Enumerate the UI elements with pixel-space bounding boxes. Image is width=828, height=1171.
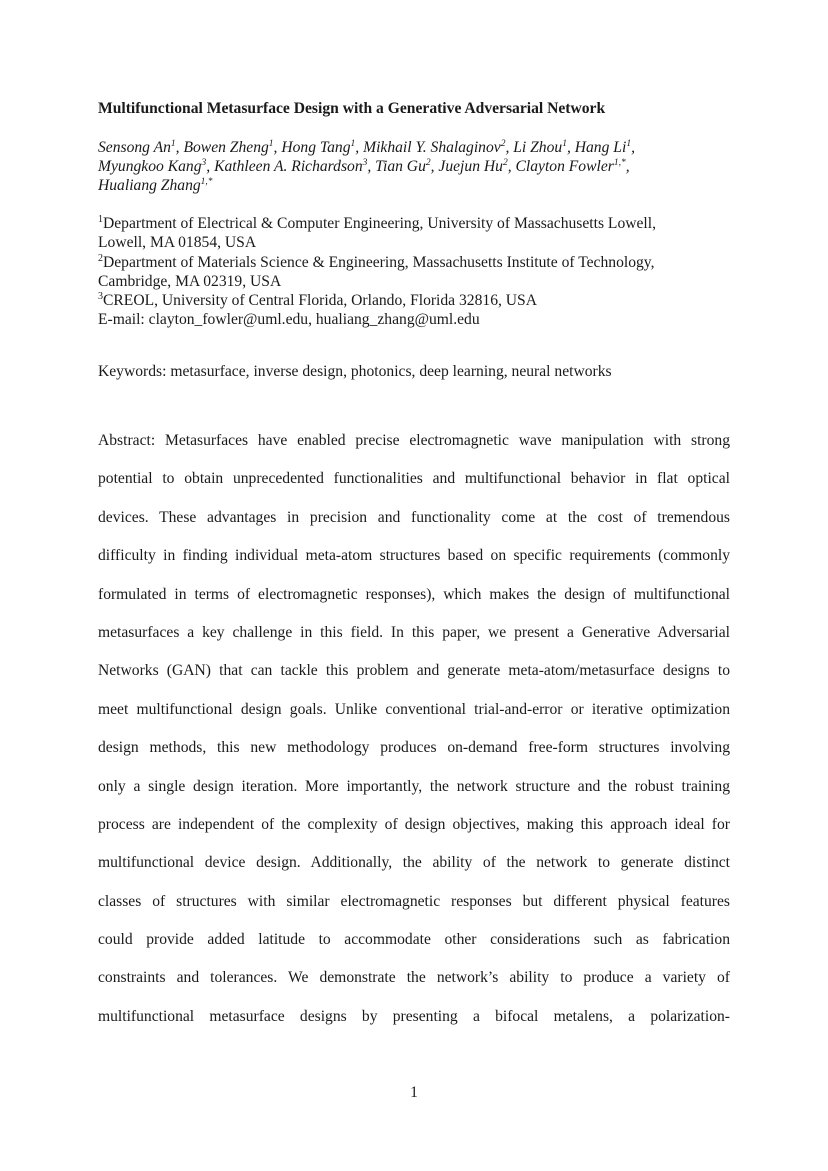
abstract-line xyxy=(98,929,730,967)
author-separator: , xyxy=(566,139,575,156)
abstract-line-text: could provide added latitude to accommodate other considerations such as fabrication xyxy=(98,931,730,949)
abstract-line xyxy=(98,468,730,506)
abstract-line-text: formulated in terms of electromagnetic responses), which makes the design of multifunctional xyxy=(98,585,730,603)
author-affiliation-marker: 2 xyxy=(425,158,431,168)
abstract-line xyxy=(98,891,730,929)
abstract-line xyxy=(98,430,730,468)
abstract-line xyxy=(98,814,730,852)
affiliation-2-marker: 2 xyxy=(98,252,103,264)
abstract-line-text: multifunctional metasurface designs by presenting a bifocal metalens, a polarization- xyxy=(98,1007,730,1025)
abstract-line-text: process are independent of the complexity of design objectives, making this approach ideal for xyxy=(98,815,730,833)
author-name: Bowen Zheng xyxy=(183,139,269,156)
author-separator: , xyxy=(631,139,635,156)
abstract-line-text: Abstract: Metasurfaces have enabled precise electromagnetic wave manipulation with strong xyxy=(98,432,730,449)
abstract-line xyxy=(98,699,730,737)
affiliation-3 xyxy=(98,291,730,310)
author-name: Sensong An xyxy=(98,139,171,156)
author-affiliation-marker: 1 xyxy=(626,139,632,149)
abstract-line-text: potential to obtain unprecedented functionalities and multifunctional behavior in flat optical xyxy=(98,470,730,488)
abstract-line xyxy=(98,660,730,698)
abstract-line-text: metasurfaces a key challenge in this field. In this paper, we present a Generative Adversarial xyxy=(98,623,730,641)
affiliation-3-marker: 3 xyxy=(98,291,103,303)
author-separator: , xyxy=(430,158,439,175)
author-separator: , xyxy=(175,139,184,156)
author-separator: , xyxy=(206,158,215,175)
author-affiliation-marker: 1 xyxy=(170,139,176,149)
author-affiliation-marker: 3 xyxy=(201,158,207,168)
author-affiliation-marker: 1 xyxy=(268,139,274,149)
abstract-line xyxy=(98,776,730,814)
author-separator: , xyxy=(507,158,516,175)
abstract xyxy=(98,430,730,1044)
author-affiliation-marker: 1,* xyxy=(200,177,213,187)
abstract-line-text: constraints and tolerances. We demonstrate the network’s ability to produce a variety of xyxy=(98,969,730,987)
abstract-line-text: classes of structures with similar electromagnetic responses but different physical features xyxy=(98,892,730,910)
abstract-line xyxy=(98,1006,730,1044)
author-separator: , xyxy=(273,139,282,156)
author-name: Kathleen A. Richardson xyxy=(214,158,363,175)
author-affiliation-marker: 2 xyxy=(500,139,506,149)
author-affiliation-marker: 2 xyxy=(502,158,508,168)
abstract-line-text: design methods, this new methodology produces on-demand free-form structures involving xyxy=(98,739,730,757)
affiliations xyxy=(98,214,730,330)
author-affiliation-marker: 1 xyxy=(350,139,356,149)
author-separator: , xyxy=(625,158,630,175)
author-name: Clayton Fowler xyxy=(515,158,614,175)
affiliation-1-line-1: Department of Electrical & Computer Engineering, University of Massachusetts Lowell, xyxy=(103,215,656,232)
abstract-line-text: devices. These advantages in precision and functionality come at the cost of tremendous xyxy=(98,508,730,526)
abstract-line xyxy=(98,545,730,583)
affiliation-2-line-1: Department of Materials Science & Engineering, Massachusetts Institute of Technology, xyxy=(103,253,655,271)
author-name: Tian Gu xyxy=(375,158,426,175)
affiliation-2-address: Cambridge, MA 02319, USA xyxy=(98,272,282,290)
abstract-line xyxy=(98,967,730,1005)
abstract-line xyxy=(98,852,730,890)
author-separator: , xyxy=(367,158,376,175)
abstract-line-text: Networks (GAN) that can tackle this problem and generate meta-atom/metasurface designs to xyxy=(98,662,730,680)
author-affiliation-marker: 1,* xyxy=(613,158,626,168)
abstract-line xyxy=(98,622,730,660)
author-name: Hang Li xyxy=(574,139,627,156)
abstract-line-text: multifunctional device design. Additionally, the ability of the network to generate distinct xyxy=(98,854,730,872)
affiliation-3-line-1: CREOL, University of Central Florida, Orlando, Florida 32816, USA xyxy=(103,292,537,310)
author-name: Li Zhou xyxy=(513,139,563,156)
author-name: Juejun Hu xyxy=(438,158,503,175)
abstract-line xyxy=(98,737,730,775)
author-affiliation-marker: 1 xyxy=(562,139,567,149)
author-list xyxy=(98,138,730,195)
abstract-line xyxy=(98,584,730,622)
paper-title: Multifunctional Metasurface Design with a Generative Adversarial Network xyxy=(98,100,606,117)
author-separator: , xyxy=(505,139,514,156)
affiliation-1-address: Lowell, MA 01854, USA xyxy=(98,234,257,252)
author-separator: , xyxy=(355,139,364,156)
affiliation-1-marker: 1 xyxy=(98,214,103,225)
keywords: Keywords: metasurface, inverse design, photonics, deep learning, neural networks xyxy=(98,363,612,380)
contact-email: E-mail: clayton_fowler@uml.edu, hualiang_zhang@uml.edu xyxy=(98,311,480,329)
abstract-line-text: difficulty in finding individual meta-atom structures based on specific requirements (commonly xyxy=(98,547,730,565)
author-name: Mikhail Y. Shalaginov xyxy=(363,139,501,156)
abstract-line-text: only a single design iteration. More importantly, the network structure and the robust training xyxy=(98,777,730,795)
page-number: 1 xyxy=(410,1084,418,1101)
affiliation-2 xyxy=(98,253,730,272)
abstract-line-text: meet multifunctional design goals. Unlike conventional trial-and-error or iterative optimization xyxy=(98,700,730,718)
author-name: Hong Tang xyxy=(281,139,351,156)
author-name: Myungkoo Kang xyxy=(98,158,202,175)
affiliation-1 xyxy=(98,214,730,233)
abstract-line xyxy=(98,507,730,545)
author-affiliation-marker: 3 xyxy=(362,158,368,168)
author-name: Hualiang Zhang xyxy=(98,177,201,194)
